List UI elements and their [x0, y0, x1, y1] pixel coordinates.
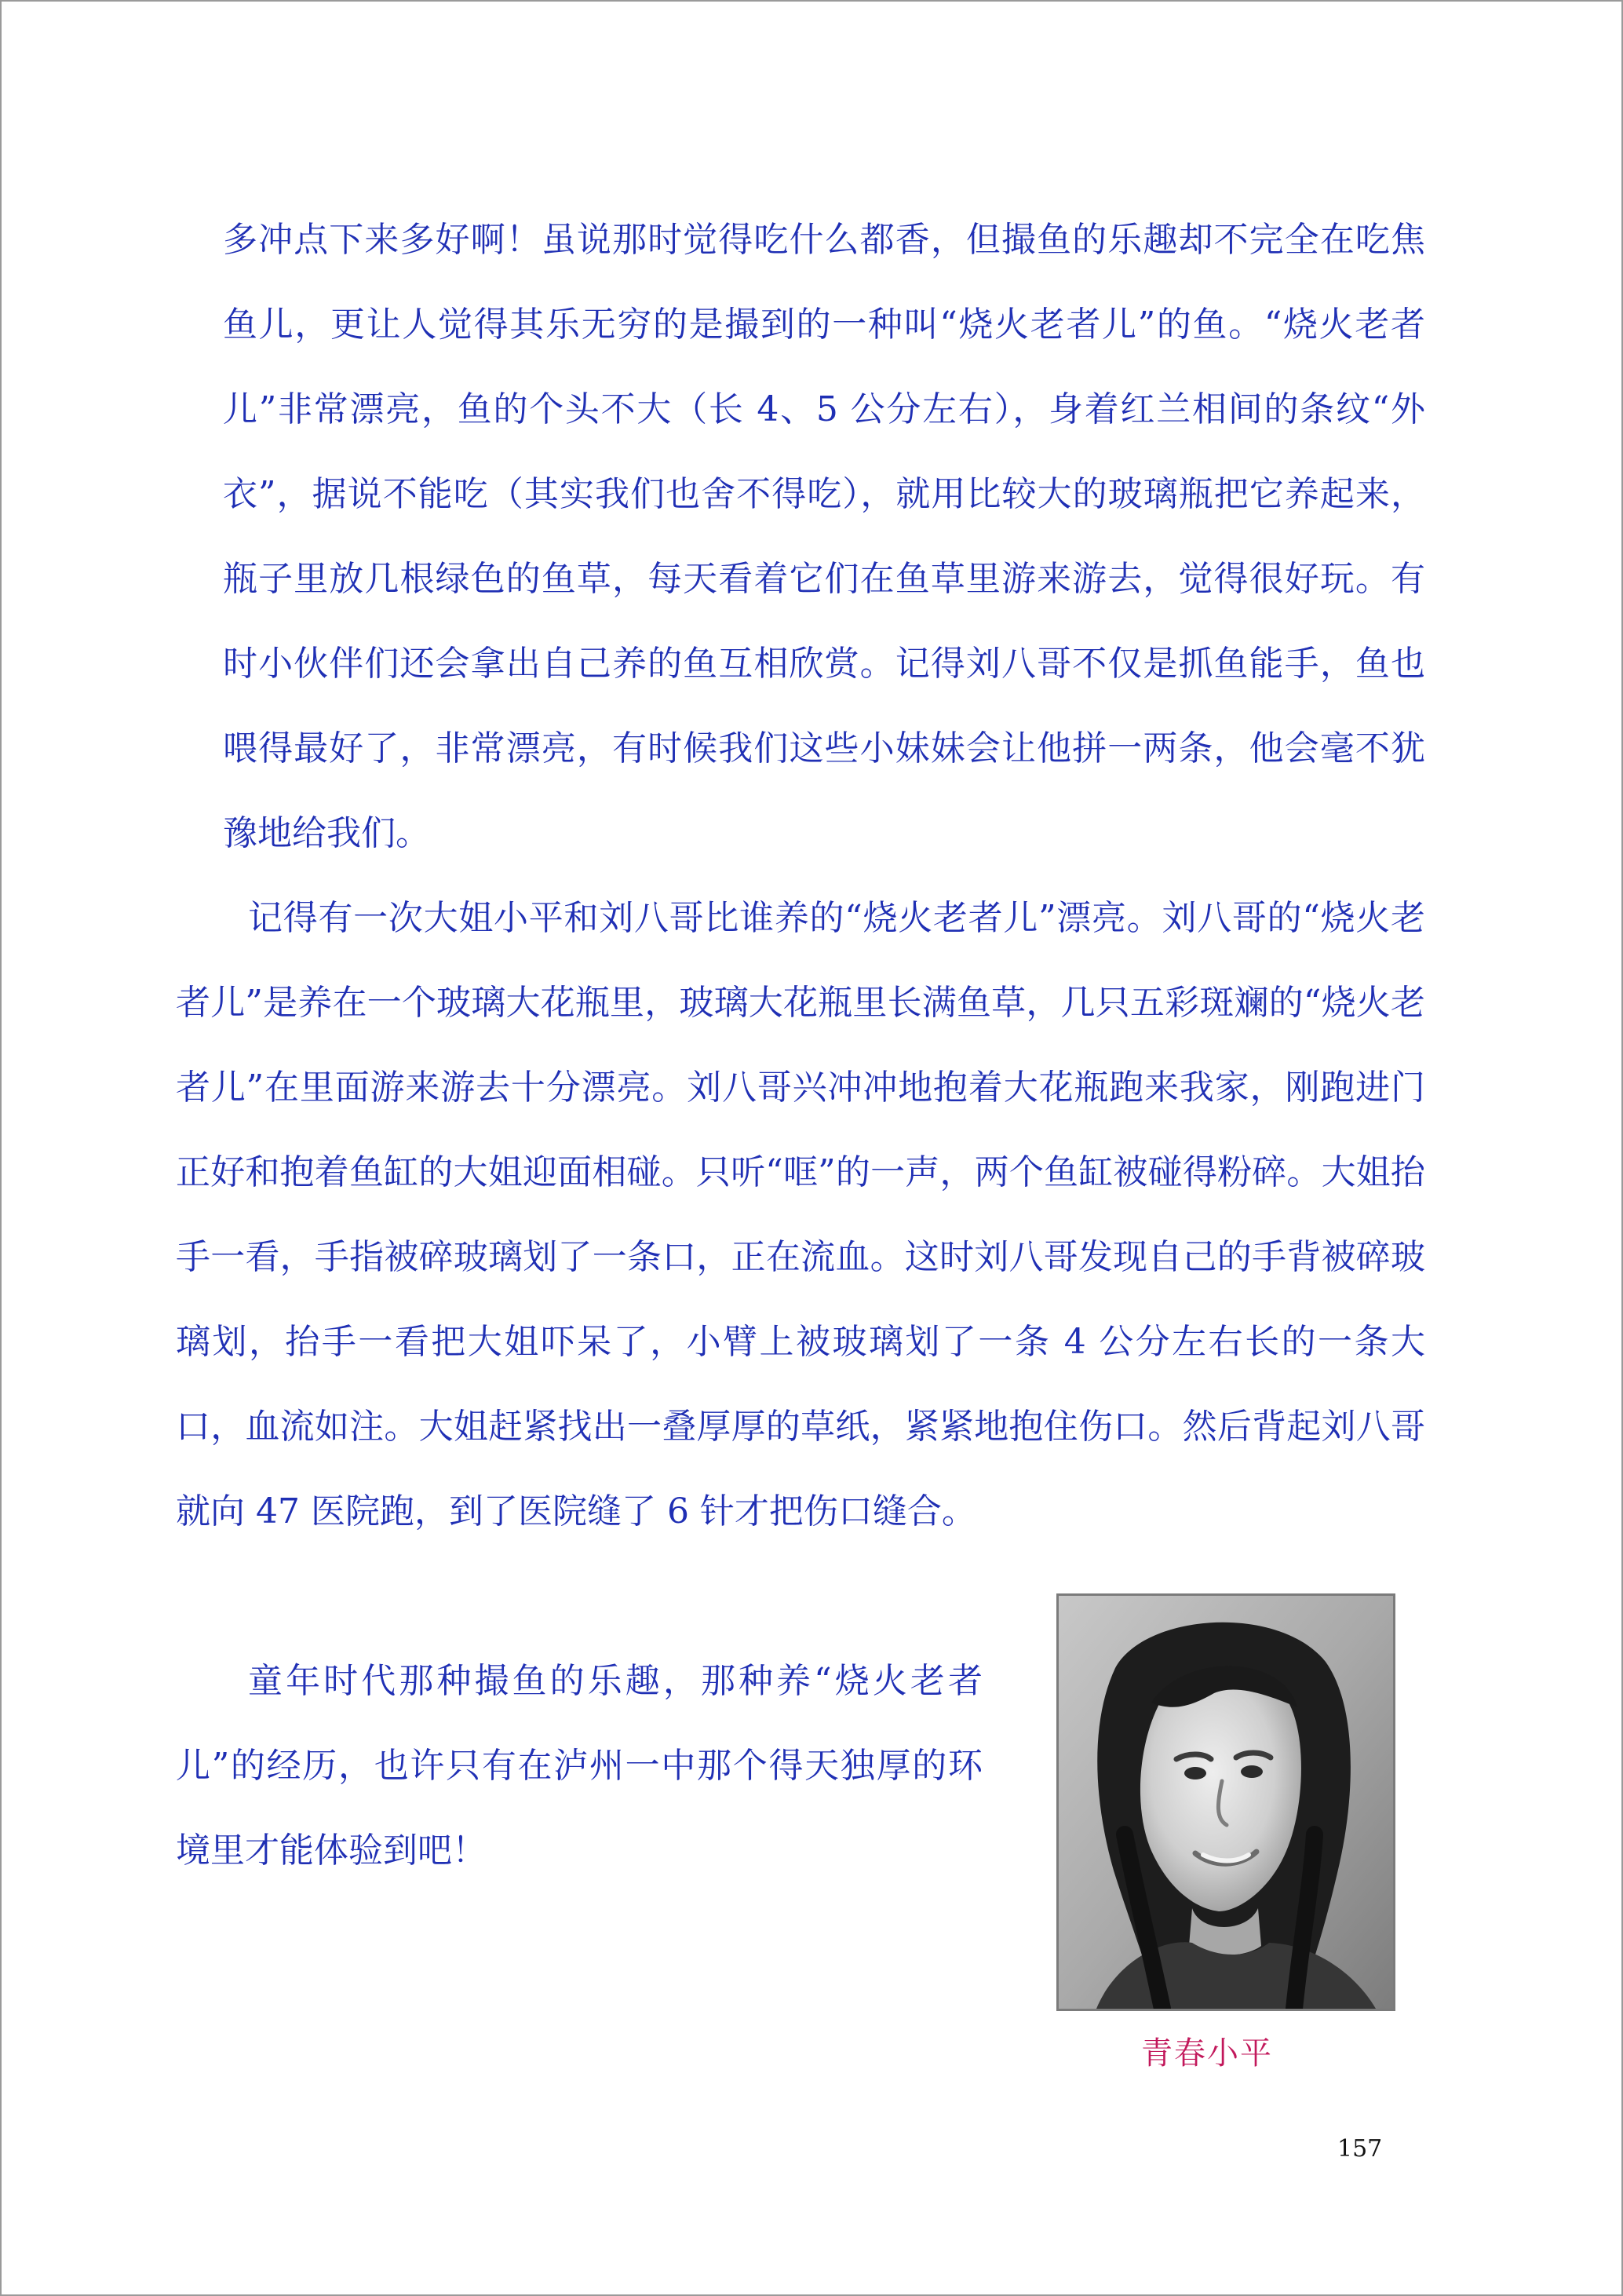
photo-caption: 青春小平: [1141, 2035, 1273, 2072]
paragraph-1: 多冲点下来多好啊！虽说那时觉得吃什么都香，但撮鱼的乐趣却不完全在吃焦鱼儿，更让人觉得其乐无穷的是撮到的一种叫“烧火老者儿”的鱼。“烧火老者儿”非常漂亮，鱼的个头不大（长 4、5 公分左右），身着红兰相间的条纹“外衣”，据说不能吃（其实我们也舍不得吃），就用比较大的玻璃瓶把它养起来，瓶子里放几根绿色的鱼草，每天看着它们在鱼草里游来游去，觉得很好玩。有时小伙伴们还会拿出自己养的鱼互相欣赏。记得刘八哥不仅是抓鱼能手，鱼也喂得最好了，非常漂亮，有时候我们这些小妹妹会让他拼一两条，他会毫不犹豫地给我们。: [223, 220, 1425, 853]
portrait-photo-image: [1059, 1596, 1393, 2009]
paragraph-3: 童年时代那种撮鱼的乐趣，那种养“烧火老者儿”的经历，也许只有在泸州一中那个得天独厚的环境里才能体验到吧！: [176, 1661, 983, 1871]
paragraph-2: 记得有一次大姐小平和刘八哥比谁养的“烧火老者儿”漂亮。刘八哥的“烧火老者儿”是养在一个玻璃大花瓶里，玻璃大花瓶里长满鱼草，几只五彩斑斓的“烧火老者儿”在里面游来游去十分漂亮。刘八哥兴冲冲地抱着大花瓶跑来我家，刚跑进门正好和抱着鱼缸的大姐迎面相碰。只听“哐”的一声，两个鱼缸被碰得粉碎。大姐抬手一看，手指被碎玻璃划了一条口，正在流血。这时刘八哥发现自己的手背被碎玻璃划，抬手一看把大姐吓呆了，小臂上被玻璃划了一条 4 公分左右长的一条大口，血流如注。大姐赶紧找出一叠厚厚的草纸，紧紧地抱住伤口。然后背起刘八哥就向 47 医院跑，到了医院缝了 6 针才把伤口缝合。: [176, 898, 1425, 1531]
portrait-photo: [1056, 1593, 1395, 2011]
page-number: 157: [1337, 2135, 1383, 2163]
